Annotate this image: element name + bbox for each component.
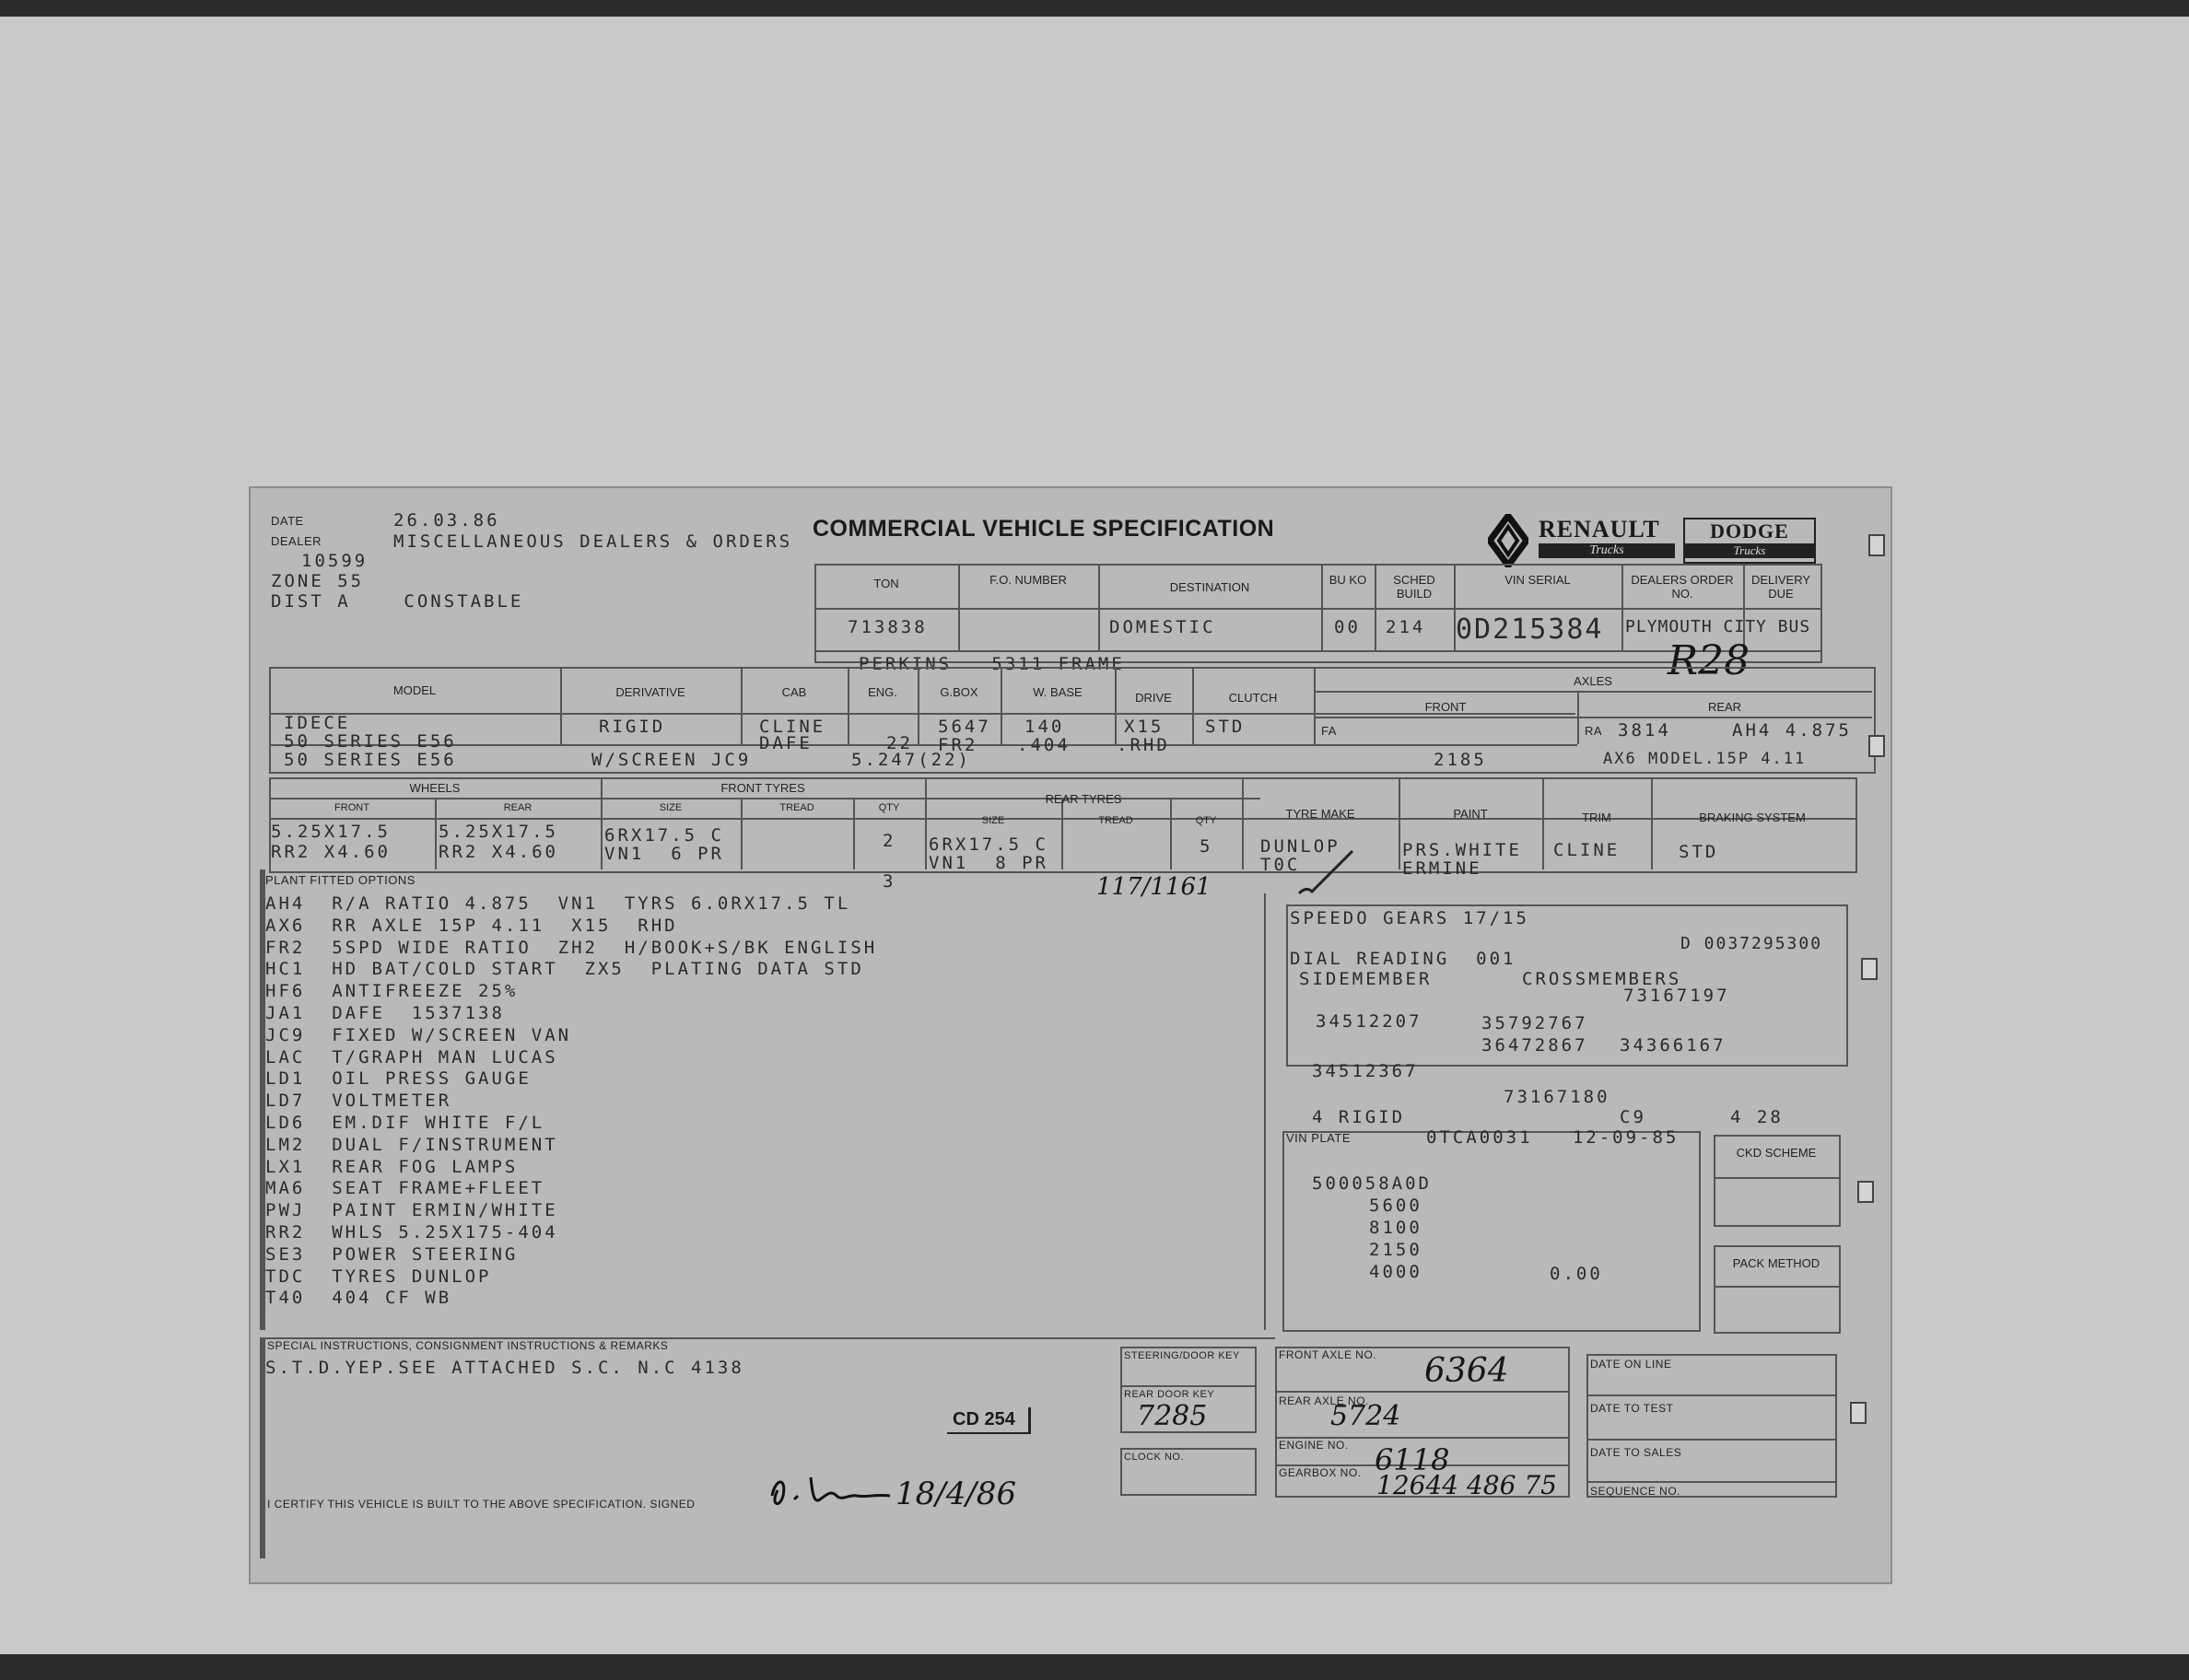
pack-line	[1714, 1286, 1839, 1288]
wheel-rear-1: 5.25X17.5	[439, 822, 558, 842]
model-divider	[848, 667, 849, 744]
axles-divider	[1577, 691, 1579, 744]
options-handwritten-note: 117/1161	[1096, 873, 1212, 901]
tyre-make-label: TYRE MAKE	[1285, 807, 1355, 821]
wheel-rear-2: RR2 X4.60	[439, 842, 558, 862]
engine-label: ENGINE NO.	[1279, 1439, 1349, 1452]
vin-plate-line-5: 4000	[1369, 1262, 1422, 1282]
option-row: T40 404 CF WB	[265, 1288, 452, 1309]
front-tyre-size-label: SIZE	[659, 802, 683, 813]
front-axle-value: 6364	[1424, 1352, 1509, 1390]
wbase-value: 140	[1024, 717, 1065, 737]
model-divider	[918, 667, 919, 744]
date-label: DATE	[271, 514, 304, 528]
braking-value: STD	[1679, 842, 1719, 862]
front-tyre-size-1: 6RX17.5 C	[604, 825, 724, 846]
renault-sub: Trucks	[1539, 543, 1675, 558]
trim-value: CLINE	[1553, 840, 1621, 860]
bottom-scan-border	[0, 1654, 2189, 1680]
margin-checkbox[interactable]	[1868, 534, 1885, 556]
dodge-sub: Trucks	[1685, 543, 1814, 558]
numbers-line	[1275, 1391, 1568, 1393]
order-header-line	[814, 608, 1820, 610]
date-on-line-label: DATE ON LINE	[1590, 1358, 1672, 1371]
option-row: FR2 5SPD WIDE RATIO ZH2 H/BOOK+S/BK ENGLISH	[265, 937, 878, 958]
fa-value: 2185	[1434, 750, 1487, 770]
eng-value: 22	[886, 733, 913, 753]
option-row: HF6 ANTIFREEZE 25%	[265, 981, 519, 1002]
cd-stamp: CD 254	[947, 1407, 1031, 1434]
tyres-divider	[1170, 798, 1172, 869]
speedo-bottom-right: 4 28	[1730, 1107, 1784, 1127]
option-row: JA1 DAFE 1537138	[265, 1002, 505, 1023]
crossmember-3: 36472867	[1481, 1035, 1588, 1056]
vin-plate-extra: 0.00	[1550, 1264, 1603, 1284]
crossmember-2: 35792767	[1481, 1013, 1588, 1033]
special-text: S.T.D.YEP.SEE ATTACHED S.C. N.C 4138	[265, 1358, 744, 1378]
front-axle-label: FRONT AXLE NO.	[1279, 1348, 1377, 1361]
order-remark-line: PERKINS 5311 FRAME	[859, 654, 1125, 674]
speedo-ref: D 0037295300	[1680, 934, 1823, 953]
front-tyre-qty: 2	[883, 831, 896, 851]
option-row: LX1 REAR FOG LAMPS	[265, 1156, 519, 1177]
rear-axle-label: REAR AXLE NO.	[1279, 1394, 1369, 1407]
gearbox-value: 12644 486 75	[1376, 1470, 1557, 1500]
tyre-make-1: DUNLOP	[1260, 836, 1340, 857]
sidemember-1: 34512207	[1316, 1011, 1422, 1032]
wheels-front-label: FRONT	[334, 802, 369, 813]
gbox-value-line2: FR2	[938, 735, 978, 755]
crossmember-4: 34366167	[1620, 1035, 1727, 1056]
dealer-name: MISCELLANEOUS DEALERS & ORDERS	[393, 531, 793, 552]
ra-label: RA	[1585, 724, 1603, 738]
option-row: AX6 RR AXLE 15P 4.11 X15 RHD	[265, 915, 678, 936]
cab-label: CAB	[781, 685, 807, 699]
option-row: SE3 POWER STEERING	[265, 1243, 519, 1265]
option-row: TDC TYRES DUNLOP	[265, 1266, 492, 1287]
vin-serial-label: VIN SERIAL	[1504, 573, 1571, 587]
rear-tyre-size-label: SIZE	[981, 815, 1005, 826]
crossmember-5: 73167180	[1504, 1087, 1610, 1107]
district: DIST A CONSTABLE	[271, 591, 524, 612]
eng-value-line3: 5.247(22)	[851, 750, 971, 770]
vin-plate-line-1: 500058A0D	[1312, 1173, 1432, 1194]
renault-logo	[1539, 516, 1675, 560]
options-right-border	[1264, 893, 1266, 1330]
top-scan-border	[0, 0, 2189, 17]
specification-sheet	[249, 486, 1892, 1584]
sidemember-2: 34512367	[1312, 1061, 1419, 1081]
fo-number-label: F.O. NUMBER	[989, 573, 1067, 587]
wheels-label: WHEELS	[409, 781, 461, 795]
rear-axle-line1: AH4 4.875	[1732, 720, 1852, 741]
keys-line	[1120, 1385, 1255, 1387]
option-row: LD7 VOLTMETER	[265, 1091, 452, 1112]
clutch-label: CLUTCH	[1228, 691, 1278, 705]
page-title: COMMERCIAL VEHICLE SPECIFICATION	[813, 516, 1275, 542]
clutch-value: STD	[1205, 717, 1246, 737]
axle-rear-label: REAR	[1707, 700, 1742, 714]
option-row: HC1 HD BAT/COLD START ZX5 PLATING DATA STD	[265, 959, 864, 980]
signature-date: 18/4/86	[896, 1476, 1017, 1512]
handwritten-code: R28	[1668, 637, 1750, 684]
gbox-label: G.BOX	[940, 685, 978, 699]
eng-label: ENG.	[868, 685, 897, 699]
options-label: PLANT FITTED OPTIONS	[265, 873, 416, 887]
sched-build-label: SCHED BUILD	[1393, 573, 1435, 601]
option-row: AH4 R/A RATIO 4.875 VN1 TYRS 6.0RX17.5 TL	[265, 893, 851, 914]
ton-value: 713838	[848, 617, 928, 637]
zone: ZONE 55	[271, 571, 365, 591]
model-bottom-line	[269, 744, 1577, 746]
option-row: LD6 EM.DIF WHITE F/L	[265, 1112, 545, 1133]
drive-value: X15	[1124, 717, 1165, 737]
option-row: MA6 SEAT FRAME+FLEET	[265, 1178, 545, 1199]
tyres-divider	[1399, 777, 1400, 869]
dates-line	[1586, 1439, 1835, 1441]
date-to-sales-label: DATE TO SALES	[1590, 1446, 1682, 1459]
ckd-scheme-label: CKD SCHEME	[1736, 1146, 1817, 1160]
speedo-bottom-mid: C9	[1620, 1107, 1646, 1127]
vin-plate-line-2: 5600	[1369, 1196, 1422, 1216]
cab-value: CLINE	[759, 717, 826, 737]
tyres-divider	[1061, 798, 1063, 869]
dates-box	[1586, 1354, 1837, 1498]
vin-plate-panel	[1282, 1131, 1701, 1332]
gearbox-label: GEARBOX NO.	[1279, 1466, 1362, 1479]
drive-value-line2: .RHD	[1117, 735, 1170, 755]
option-row: JC9 FIXED W/SCREEN VAN	[265, 1024, 572, 1045]
wheel-front-2: RR2 X4.60	[271, 842, 391, 862]
rear-axle-line2: AX6 MODEL.15P 4.11	[1603, 750, 1807, 768]
paint-1: PRS.WHITE	[1402, 840, 1522, 860]
pack-method-label: PACK METHOD	[1732, 1256, 1820, 1270]
rear-tyre-qty: 5	[1200, 836, 1213, 857]
model-value: IDECE	[284, 713, 351, 733]
signature-icon	[767, 1468, 896, 1512]
cab-value-line2: DAFE	[759, 733, 813, 753]
certify-label: I CERTIFY THIS VEHICLE IS BUILT TO THE ABOVE SPECIFICATION. SIGNED	[267, 1498, 696, 1511]
check-mark-icon	[1295, 846, 1360, 901]
ra-value: 3814	[1618, 720, 1671, 741]
tyres-divider	[1242, 777, 1244, 869]
bu-ko-label: BU KO	[1329, 573, 1367, 587]
options-list	[265, 893, 877, 1310]
margin-checkbox[interactable]	[1850, 1402, 1867, 1424]
model-label: MODEL	[392, 683, 437, 697]
dates-line	[1586, 1481, 1835, 1483]
front-tyres-label: FRONT TYRES	[720, 781, 805, 795]
dodge-logo	[1683, 518, 1816, 564]
option-row: RR2 WHLS 5.25X175-404	[265, 1221, 558, 1242]
sched-build-value: 214	[1386, 617, 1426, 637]
bu-ko-value: 00	[1334, 617, 1361, 637]
dodge-name: DODGE	[1710, 519, 1789, 542]
rear-tyre-tread-label: TREAD	[1098, 815, 1133, 826]
under-qty: 3	[883, 871, 896, 892]
destination-value: DOMESTIC	[1109, 617, 1216, 637]
wheel-front-1: 5.25X17.5	[271, 822, 391, 842]
model-divider	[560, 667, 562, 744]
derivative-value-line3: W/SCREEN JC9	[591, 750, 752, 770]
wheels-rear-label: REAR	[503, 802, 533, 813]
front-tyre-size-2: VN1 6 PR	[604, 844, 724, 864]
date-value: 26.03.86	[393, 510, 500, 531]
paint-label: PAINT	[1453, 807, 1488, 821]
model-divider	[1115, 667, 1117, 744]
crossmember-1: 73167197	[1623, 986, 1730, 1006]
drive-label: DRIVE	[1135, 691, 1172, 705]
tyre-make-2: T0C	[1260, 855, 1301, 875]
rear-tyre-qty-label: QTY	[1195, 815, 1217, 826]
engine-value: 6118	[1375, 1442, 1450, 1477]
date-to-test-label: DATE TO TEST	[1590, 1402, 1674, 1415]
model-value-line3: 50 SERIES E56	[284, 750, 457, 770]
axle-front-label: FRONT	[1424, 700, 1467, 714]
rear-tyre-size-1: 6RX17.5 C	[929, 834, 1048, 855]
crossmembers-label: CROSSMEMBERS	[1522, 969, 1682, 989]
axles-label: AXLES	[1574, 674, 1612, 688]
margin-checkbox[interactable]	[1861, 958, 1878, 980]
dealers-order-value: PLYMOUTH CITY BUS	[1625, 617, 1811, 636]
dates-line	[1586, 1394, 1835, 1396]
ckd-line	[1714, 1177, 1839, 1179]
sequence-label: SEQUENCE NO.	[1590, 1485, 1681, 1498]
vin-plate-label: VIN PLATE	[1286, 1131, 1352, 1145]
derivative-label: DERIVATIVE	[615, 685, 685, 699]
dealer-label: DEALER	[271, 534, 322, 548]
vin-plate-line-4: 2150	[1369, 1240, 1422, 1260]
fa-label: FA	[1321, 724, 1337, 738]
steering-key-label: STEERING/DOOR KEY	[1124, 1350, 1240, 1361]
special-label: SPECIAL INSTRUCTIONS, CONSIGNMENT INSTRUCTIONS & REMARKS	[267, 1339, 669, 1352]
wbase-label: W. BASE	[1033, 685, 1083, 699]
renault-name: RENAULT	[1539, 516, 1660, 542]
rear-tyres-label: REAR TYRES	[1045, 792, 1122, 806]
clock-label: CLOCK NO.	[1124, 1452, 1185, 1463]
model-value-line2: 50 SERIES E56	[284, 731, 457, 752]
vin-plate-line-3: 8100	[1369, 1218, 1422, 1238]
option-row: PWJ PAINT ERMIN/WHITE	[265, 1200, 558, 1221]
vin-serial-value: 0D215384	[1456, 613, 1604, 646]
model-divider	[1192, 667, 1194, 744]
axles-line	[1314, 691, 1872, 693]
order-divider	[1098, 564, 1100, 650]
rear-door-key-label: REAR DOOR KEY	[1124, 1389, 1215, 1400]
sidemember-label: SIDEMEMBER	[1299, 969, 1433, 989]
delivery-due-label: DELIVERY DUE	[1750, 573, 1811, 601]
renault-diamond-icon	[1488, 514, 1528, 567]
dial-reading: DIAL READING 001	[1290, 949, 1516, 969]
destination-label: DESTINATION	[1169, 580, 1250, 594]
paint-2: ERMINE	[1402, 858, 1482, 879]
rear-tyre-size-2: VN1 8 PR	[929, 853, 1048, 873]
option-row: LAC T/GRAPH MAN LUCAS	[265, 1046, 558, 1068]
derivative-value: RIGID	[599, 717, 666, 737]
margin-checkbox[interactable]	[1857, 1181, 1874, 1203]
wbase-value-line2: .404	[1017, 735, 1071, 755]
rear-door-key-value: 7285	[1137, 1400, 1208, 1432]
vin-plate-header: 0TCA0031 12-09-85	[1426, 1127, 1680, 1148]
model-divider	[741, 667, 743, 744]
rear-axle-value: 5724	[1330, 1400, 1401, 1432]
margin-checkbox[interactable]	[1868, 735, 1885, 757]
trim-label: TRIM	[1582, 811, 1611, 824]
model-divider	[1001, 667, 1002, 744]
dealers-order-label: DEALERS ORDER NO.	[1631, 573, 1734, 601]
option-row: LM2 DUAL F/INSTRUMENT	[265, 1134, 558, 1155]
dealer-code: 10599	[301, 551, 369, 571]
gbox-value: 5647	[938, 717, 991, 737]
front-tyre-tread-label: TREAD	[779, 802, 814, 813]
ton-label: TON	[873, 577, 899, 590]
speedo-gears: SPEEDO GEARS 17/15	[1290, 908, 1529, 928]
front-tyre-qty-label: QTY	[878, 802, 900, 813]
speedo-bottom-left: 4 RIGID	[1312, 1107, 1406, 1127]
axles-sub-line	[1314, 717, 1872, 718]
braking-label: BRAKING SYSTEM	[1699, 811, 1806, 824]
option-row: LD1 OIL PRESS GAUGE	[265, 1068, 532, 1090]
